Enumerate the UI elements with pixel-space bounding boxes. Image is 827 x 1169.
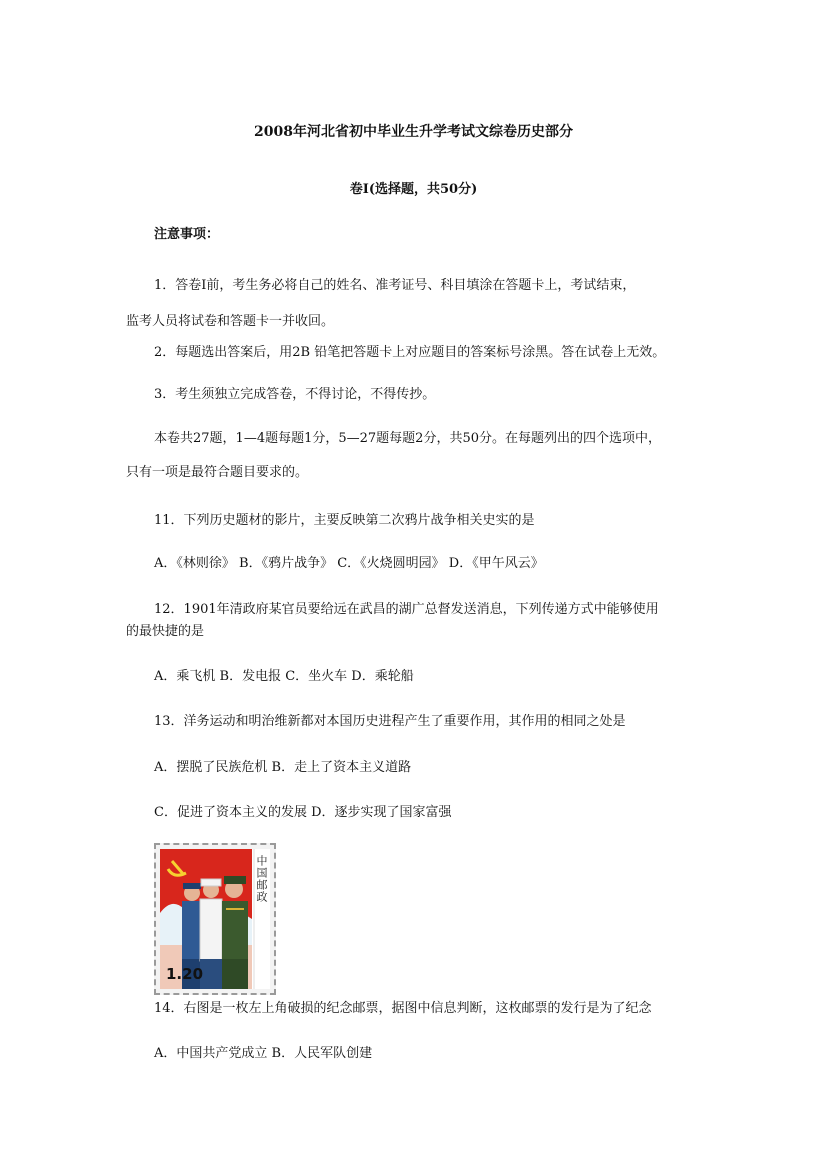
question-14-stem: 14．右图是一枚左上角破损的纪念邮票，据图中信息判断，这枚邮票的发行是为了纪念 xyxy=(154,1001,652,1016)
note-1-line-2: 监考人员将试卷和答题卡一并收回。 xyxy=(126,314,335,329)
commemorative-stamp-image xyxy=(154,843,276,995)
intro-line-1: 本卷共27题，1—4题每题1分，5—27题每题2分，共50分。在每题列出的四个选项中， xyxy=(154,431,661,446)
question-13-options-line-1: A．摆脱了民族危机 B．走上了资本主义道路 xyxy=(154,760,412,775)
question-13-options-line-2: C．促进了资本主义的发展 D．逐步实现了国家富强 xyxy=(154,805,452,820)
notice-heading: 注意事项： xyxy=(154,227,220,242)
question-12-stem-line-2: 的最快捷的是 xyxy=(126,624,205,639)
intro-line-2: 只有一项是最符合题目要求的。 xyxy=(126,465,309,480)
question-12-options: A．乘飞机 B．发电报 C．坐火车 D．乘轮船 xyxy=(154,669,414,684)
page-title: 2008年河北省初中毕业生升学考试文综卷历史部分 xyxy=(254,124,573,140)
note-1-line-1: 1．答卷Ⅰ前，考生务必将自己的姓名、准考证号、科目填涂在答题卡上，考试结束， xyxy=(154,278,636,293)
note-3: 3．考生须独立完成答卷，不得讨论，不得传抄。 xyxy=(154,387,436,402)
note-2: 2．每题选出答案后，用2B 铅笔把答题卡上对应题目的答案标号涂黑。答在试卷上无效。 xyxy=(154,345,666,360)
question-12-stem-line-1: 12．1901年清政府某官员要给远在武昌的湖广总督发送消息，下列传递方式中能够使用 xyxy=(154,602,659,617)
question-13-stem: 13．洋务运动和明治维新都对本国历史进程产生了重要作用，其作用的相同之处是 xyxy=(154,714,626,729)
stamp-country-text: 中国邮政 xyxy=(255,855,268,903)
question-11-stem: 11．下列历史题材的影片，主要反映第二次鸦片战争相关史实的是 xyxy=(154,513,535,528)
section-title: 卷Ⅰ(选择题，共50分) xyxy=(349,182,478,197)
question-11-options: A．《林则徐》 B．《鸦片战争》 C．《火烧圆明园》 D．《甲午风云》 xyxy=(154,556,544,571)
stamp-face-value: 1.20 xyxy=(166,965,204,983)
question-14-options: A．中国共产党成立 B．人民军队创建 xyxy=(154,1046,373,1061)
